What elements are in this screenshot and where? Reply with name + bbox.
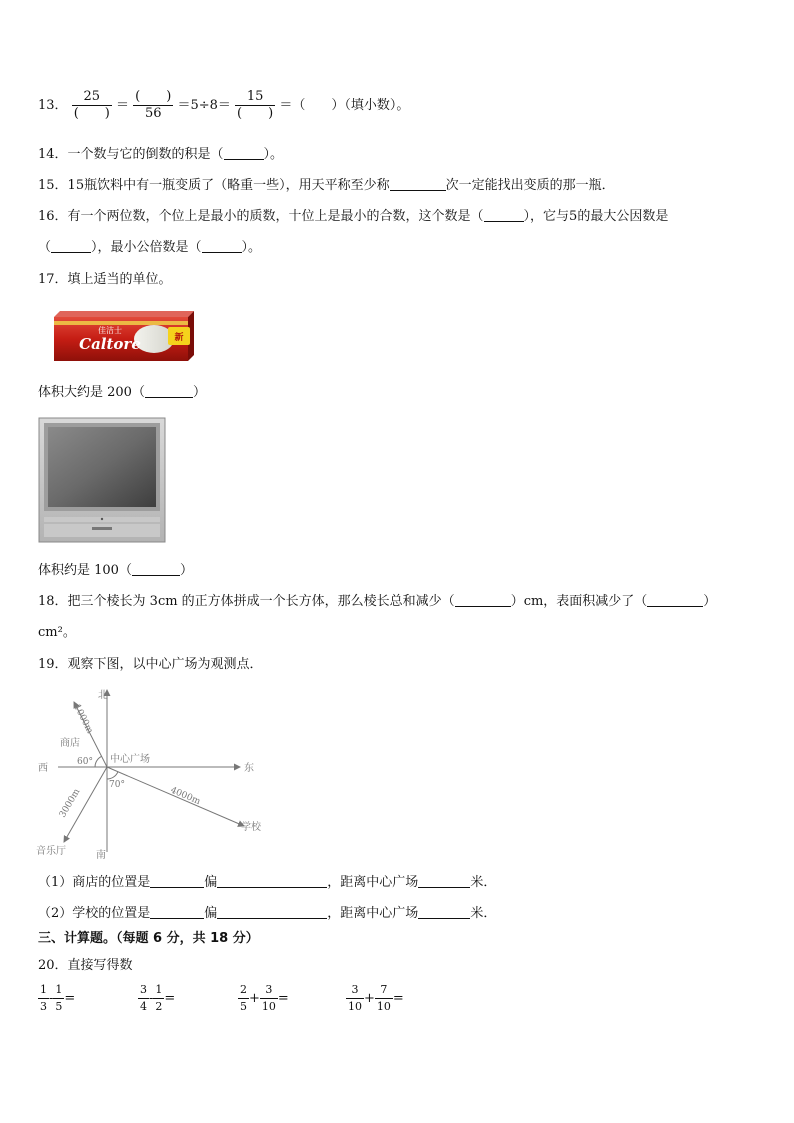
- q17-blank-1[interactable]: [145, 384, 193, 398]
- e2-eq: =: [164, 991, 176, 1006]
- q13-equals: ＝: [115, 98, 129, 113]
- q17-vol2-text: 体积约是 100（: [38, 563, 132, 578]
- q19-s2-a: （2）学校的位置是: [38, 906, 151, 921]
- q19-s2-c: ，距离中心广场: [327, 906, 419, 921]
- e2-b-num: 1: [153, 982, 164, 999]
- q17-vol1-tail: ）: [192, 385, 206, 400]
- label-music-hall: 音乐厅: [36, 846, 66, 857]
- expression-2: [138, 982, 175, 1015]
- q19-s1-a: （1）商店的位置是: [38, 875, 151, 890]
- label-shop: 商店: [60, 738, 80, 749]
- label-angle-60: 60°: [77, 757, 93, 767]
- q13-fraction-1: [72, 89, 112, 122]
- toothpaste-badge: 新: [174, 333, 184, 343]
- label-distance-school: 4000m: [168, 785, 202, 808]
- e3-op: +: [249, 991, 260, 1006]
- q17-vol2-tail: ）: [179, 563, 193, 578]
- question-16-line-1: [38, 208, 668, 226]
- q13-middle: ＝5÷8＝: [177, 98, 231, 113]
- q13-f2-numerator: ( ): [135, 89, 172, 104]
- q19-s2-d: 米．: [470, 906, 497, 921]
- toothpaste-brand: Caltore: [79, 335, 141, 353]
- television-image: [38, 417, 166, 545]
- q13-number: 13．: [38, 98, 68, 113]
- question-14: [38, 146, 283, 164]
- label-school: 学校: [241, 822, 261, 833]
- q19-s1-blank-2[interactable]: [217, 874, 327, 888]
- e4-b-den: 10: [376, 1000, 391, 1013]
- q18-mid: ）cm，表面积减少了（: [510, 594, 648, 609]
- e3-a-den: 5: [240, 1000, 247, 1013]
- label-distance-hall: 3000m: [57, 787, 83, 820]
- e3-eq: =: [277, 991, 289, 1006]
- q15-tail: 次一定能找出变质的那一瓶．: [445, 178, 615, 193]
- q17-text: 17．填上适当的单位。: [38, 272, 172, 287]
- q13-fraction-3: [235, 89, 275, 122]
- e1-a-num: 1: [38, 982, 49, 999]
- q18-tail: ）: [703, 594, 717, 609]
- q16-blank-1[interactable]: [484, 208, 524, 222]
- question-19: [38, 656, 263, 674]
- q13-f2-denominator: 56: [144, 106, 162, 121]
- q19-s1-c: ，距离中心广场: [327, 875, 419, 890]
- q19-s2-blank-1[interactable]: [150, 905, 204, 919]
- section-3-title: 三、计算题。（每题 6 分，共 18 分）: [38, 931, 259, 946]
- e1-a-den: 3: [40, 1000, 47, 1013]
- direction-diagram: [34, 684, 276, 860]
- q19-s1-d: 米．: [470, 875, 497, 890]
- q17-volume-2: [38, 562, 193, 580]
- q19-s1-b: 偏: [204, 875, 218, 890]
- q19-s2-blank-2[interactable]: [217, 905, 327, 919]
- q18-line2: cm²。: [38, 625, 76, 640]
- question-20: [38, 957, 133, 975]
- q16-blank-3[interactable]: [202, 239, 242, 253]
- label-distance-shop: 1000m: [71, 702, 95, 736]
- e4-a-den: 10: [348, 1000, 362, 1013]
- q19-sub-2: [38, 905, 496, 923]
- q15-text: 15．15瓶饮料中有一瓶变质了（略重一些），用天平称至少称: [38, 178, 390, 193]
- q16-line2-c: ）。: [241, 240, 262, 255]
- q13-f3-numerator: 15: [235, 89, 275, 106]
- q19-text: 19．观察下图，以中心广场为观测点．: [38, 657, 263, 672]
- q19-s2-b: 偏: [204, 906, 218, 921]
- q13-fraction-2: [133, 89, 173, 122]
- e3-b-num: 3: [260, 982, 278, 999]
- q17-blank-2[interactable]: [132, 562, 180, 576]
- e4-a-num: 3: [346, 982, 364, 999]
- e2-b-den: 2: [155, 1000, 163, 1013]
- toothpaste-box-image: [52, 309, 196, 365]
- question-18-line-2: [38, 624, 76, 642]
- q14-tail: ）。: [263, 147, 284, 162]
- e1-op: -: [49, 991, 54, 1006]
- e3-a-num: 2: [238, 982, 249, 999]
- q16-line2-b: ），最小公倍数是（: [91, 240, 202, 255]
- label-west: 西: [38, 763, 48, 774]
- e1-b-num: 1: [53, 982, 64, 999]
- q13-f1-denominator: ( ): [73, 106, 110, 121]
- e2-op: -: [149, 991, 154, 1006]
- e1-b-den: 5: [55, 1000, 63, 1013]
- question-15: [38, 177, 615, 195]
- e2-a-num: 3: [138, 982, 149, 999]
- label-angle-70: 70°: [109, 780, 125, 790]
- label-center-square: 中心广场: [110, 754, 150, 765]
- q19-s2-blank-3[interactable]: [418, 905, 470, 919]
- q16-blank-2[interactable]: [51, 239, 91, 253]
- question-18: [38, 593, 716, 611]
- q19-sub-1: [38, 874, 496, 892]
- expression-4: [346, 982, 404, 1015]
- q15-blank[interactable]: [390, 177, 446, 191]
- e4-b-num: 7: [375, 982, 393, 999]
- q13-f1-numerator: 25: [72, 89, 112, 106]
- q13-f3-denominator: ( ): [237, 106, 274, 121]
- question-17: [38, 271, 172, 289]
- e3-b-den: 10: [261, 1000, 276, 1013]
- toothpaste-cn-brand: 佳洁士: [98, 326, 122, 335]
- q18-blank-1[interactable]: [455, 593, 511, 607]
- label-south: 南: [96, 850, 106, 860]
- question-13: [38, 86, 409, 126]
- q14-text: 14．一个数与它的倒数的积是（: [38, 147, 224, 162]
- label-east: 东: [244, 763, 254, 774]
- q14-blank[interactable]: [224, 146, 264, 160]
- q19-s1-blank-3[interactable]: [418, 874, 470, 888]
- q18-blank-2[interactable]: [647, 593, 703, 607]
- e4-eq: =: [392, 991, 404, 1006]
- q18-text: 18．把三个棱长为 3cm 的正方体拼成一个长方体，那么棱长总和减少（: [38, 594, 455, 609]
- q17-vol1-text: 体积大约是 200（: [38, 385, 145, 400]
- q19-s1-blank-1[interactable]: [150, 874, 204, 888]
- e4-op: +: [364, 991, 375, 1006]
- e1-eq: =: [64, 991, 76, 1006]
- q17-volume-1: [38, 384, 206, 402]
- q16-line1: 16．有一个两位数，个位上是最小的质数，十位上是最小的合数，这个数是（: [38, 209, 484, 224]
- question-16-line-2: [38, 239, 261, 257]
- expression-3: [238, 982, 289, 1015]
- q16-line1-mid: ），它与5的最大公因数是: [523, 209, 669, 224]
- e2-a-den: 4: [140, 1000, 147, 1013]
- q16-line2-a: （: [38, 240, 52, 255]
- expression-1: [38, 982, 75, 1015]
- q20-text: 20．直接写得数: [38, 958, 133, 973]
- label-north: 北: [98, 690, 108, 701]
- q13-tail: ＝（ ）（填小数）。: [279, 98, 410, 113]
